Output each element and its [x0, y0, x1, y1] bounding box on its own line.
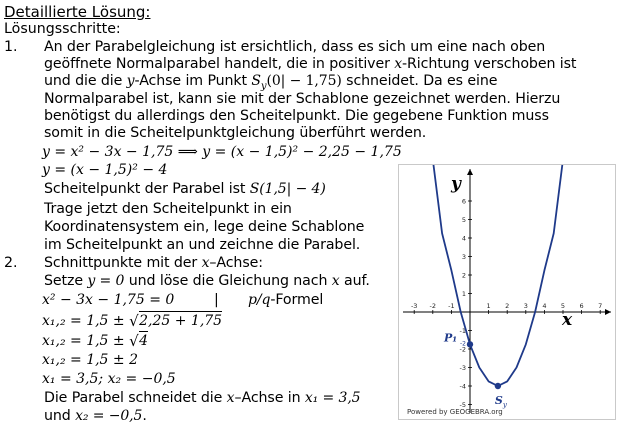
- point-p1-sub: -2: [460, 340, 466, 348]
- geogebra-credit: Powered by GEOGEBRA.org: [407, 408, 503, 416]
- step2-equation1: x² − 3x − 1,75 = 0: [42, 292, 175, 308]
- y-tick-label: -1: [459, 327, 466, 335]
- parabola-plot: [399, 165, 615, 419]
- x-tick-label: 1: [486, 302, 491, 310]
- step2-line1: Schnittpunkte mit der x–Achse:: [44, 255, 263, 271]
- x-tick-label: 2: [505, 302, 510, 310]
- point-p1-label: P₁: [444, 331, 458, 345]
- step1-line3: und die die y-Achse im Punkt $S_y(0| - 1,75)$ schneidet. Da es eine: [44, 73, 498, 92]
- y-tick-label: 2: [461, 271, 466, 280]
- step2-separator: |: [214, 292, 219, 308]
- x-axis-arrow: [605, 309, 611, 315]
- y-tick-label: 6: [461, 197, 466, 206]
- step1-equation2: y = (x − 1,5)² − 4: [42, 162, 168, 178]
- step1-line5: benötigst du allerdings den Scheitelpunkt. Die gegebene Funktion muss: [44, 108, 549, 124]
- step2-equation4: x₁,₂ = 1,5 ± 2: [42, 352, 139, 368]
- step1-number: 1.: [4, 39, 18, 55]
- step1-line6: somit in die Scheitelpunktgleichung überführt werden.: [44, 125, 427, 141]
- y-tick-label: 3: [461, 253, 466, 261]
- y-tick-label: -2: [459, 345, 466, 354]
- x-tick-label: 3: [523, 302, 528, 310]
- y-tick-label: 4: [461, 234, 466, 243]
- x-tick-label: 4: [542, 302, 547, 310]
- parabola-curve: [433, 165, 566, 386]
- y-axis-arrow: [467, 169, 473, 175]
- step1-draw-line2: Koordinatensystem ein, lege deine Schablone: [44, 219, 365, 235]
- steps-heading: Lösungsschritte:: [4, 21, 121, 37]
- step1-draw-line1: Trage jetzt den Scheitelpunkt in ein: [44, 201, 292, 217]
- parabola-graph: [398, 164, 616, 420]
- point-sy: [495, 383, 501, 389]
- y-tick-label: 1: [461, 290, 466, 298]
- y-tick-label: -5: [459, 401, 466, 409]
- x-tick-label: 7: [598, 302, 603, 310]
- step2-result-line2: und x₂ = −0,5.: [44, 408, 147, 424]
- step1-line1: An der Parabelgleichung ist ersichtlich, dass es sich um eine nach oben: [44, 39, 546, 55]
- step2-equation5: x₁ = 3,5; x₂ = −0,5: [42, 371, 176, 387]
- step2-equation2: x₁,₂ = 1,5 ± √ 2,25 + 1,75: [42, 313, 222, 329]
- x-tick-label: 6: [579, 302, 584, 310]
- y-tick-label: -3: [459, 364, 466, 372]
- x-tick-label: -1: [448, 302, 455, 310]
- x-tick-label: -2: [429, 302, 437, 310]
- page-title: Detaillierte Lösung:: [4, 3, 151, 21]
- y-tick-label: 5: [461, 216, 466, 224]
- step2-number: 2.: [4, 255, 18, 271]
- x-tick-label: -3: [410, 302, 418, 310]
- step1-line2: geöffnete Normalparabel handelt, die in positiver x-Richtung verschoben ist: [44, 56, 577, 72]
- point-p1: [467, 341, 473, 347]
- x-tick-label: 5: [560, 302, 566, 310]
- step2-line2: Setze y = 0 und löse die Gleichung nach x auf.: [44, 273, 370, 289]
- step2-pq-formula: p/q-Formel: [248, 292, 324, 308]
- x-axis-label: x: [562, 310, 573, 330]
- step2-result-line1: Die Parabel schneidet die x–Achse in x₁ = 3,5: [44, 390, 361, 406]
- step1-draw-line3: im Scheitelpunkt an und zeichne die Parabel.: [44, 237, 361, 253]
- y-tick-label: -4: [459, 382, 466, 391]
- step1-vertex: Scheitelpunkt der Parabel ist S(1,5| − 4): [44, 181, 326, 197]
- step2-equation3: x₁,₂ = 1,5 ± √ 4: [42, 333, 148, 349]
- step1-line4: Normalparabel ist, kann sie mit der Schablone gezeichnet werden. Hierzu: [44, 91, 561, 107]
- step1-equation1: y = x² − 3x − 1,75 ⟹ y = (x − 1,5)² − 2,25 − 1,75: [42, 144, 402, 160]
- point-sy-label: S: [494, 394, 503, 407]
- point-sy-sub: y: [502, 401, 507, 409]
- y-axis-label: y: [451, 174, 461, 194]
